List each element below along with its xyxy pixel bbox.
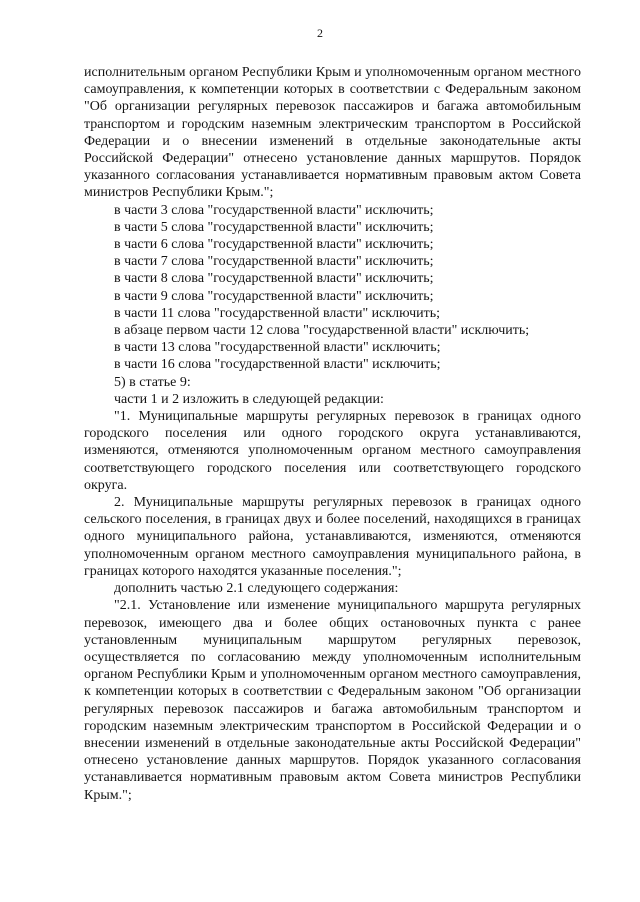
exclusion-item: в абзаце первом части 12 слова "государственной власти" исключить;	[114, 323, 530, 339]
exclusion-item: в части 13 слова "государственной власти" исключить;	[114, 340, 441, 356]
exclusion-item: в части 11 слова "государственной власти" исключить;	[114, 305, 441, 321]
exclusion-list	[84, 202, 581, 374]
item-5-heading: 5) в статье 9:	[114, 374, 191, 390]
exclusion-item: в части 16 слова "государственной власти" исключить;	[114, 357, 441, 373]
add-part-intro: дополнить частью 2.1 следующего содержания:	[114, 581, 399, 597]
exclusion-item: в части 9 слова "государственной власти" исключить;	[114, 288, 434, 304]
paragraph-continuation: исполнительным органом Республики Крым и уполномоченным органом местного самоуправления, к компетенции которых в соответствии с Федеральным законом "Об организации регулярных перевозок пассажиров и багажа автомобильным транспортом и городским наземным электрическим транспортом в Российской Федерации и о внесении изменений в отдельные законодательные акты Российской Федерации" отнесено установление данных маршрутов. Порядок указанного согласования устанавливается нормативным правовым актом Совета министров Республики Крым.";	[84, 65, 581, 201]
exclusion-item: в части 8 слова "государственной власти" исключить;	[114, 271, 434, 287]
part-1-paragraph: "1. Муниципальные маршруты регулярных перевозок в границах одного городского поселения или одного городского округа устанавливаются, изменяются, отменяются уполномоченным органом местного самоуправления соответствующего городского поселения или соответствующего городского округа.	[84, 409, 581, 493]
page-number: 2	[317, 26, 323, 40]
exclusion-item: в части 3 слова "государственной власти" исключить;	[114, 202, 434, 218]
exclusion-item: в части 6 слова "государственной власти" исключить;	[114, 237, 434, 253]
exclusion-item: в части 5 слова "государственной власти" исключить;	[114, 219, 434, 235]
exclusion-item: в части 7 слова "государственной власти" исключить;	[114, 254, 434, 270]
part-2-paragraph: 2. Муниципальные маршруты регулярных перевозок в границах одного сельского поселения, в границах двух и более поселений, находящихся в границах одного муниципального района, устанавливаются, изменяются, отменяются уполномоченным органом местного самоуправления муниципального района, в границах которого находятся указанные поселения.";	[84, 495, 581, 579]
part-2-1-paragraph: "2.1. Установление или изменение муниципального маршрута регулярных перевозок, имеющего два и более общих остановочных пункта с ранее установленным муниципальным маршрутом регулярных перевозок, осуществляется по согласованию между уполномоченным исполнительным органом Республики Крым и уполномоченным органом местного самоуправления, к компетенции которых в соответствии с Федеральным законом "Об организации регулярных перевозок пассажиров и багажа автомобильным транспортом и городским наземным электрическим транспортом в Российской Федерации и о внесении изменений в отдельные законодательные акты Российской Федерации" отнесено установление данных маршрутов. Порядок указанного согласования устанавливается нормативным правовым актом Совета министров Республики Крым.";	[84, 598, 581, 803]
document-body	[84, 64, 581, 804]
parts-intro: части 1 и 2 изложить в следующей редакции:	[114, 391, 384, 407]
